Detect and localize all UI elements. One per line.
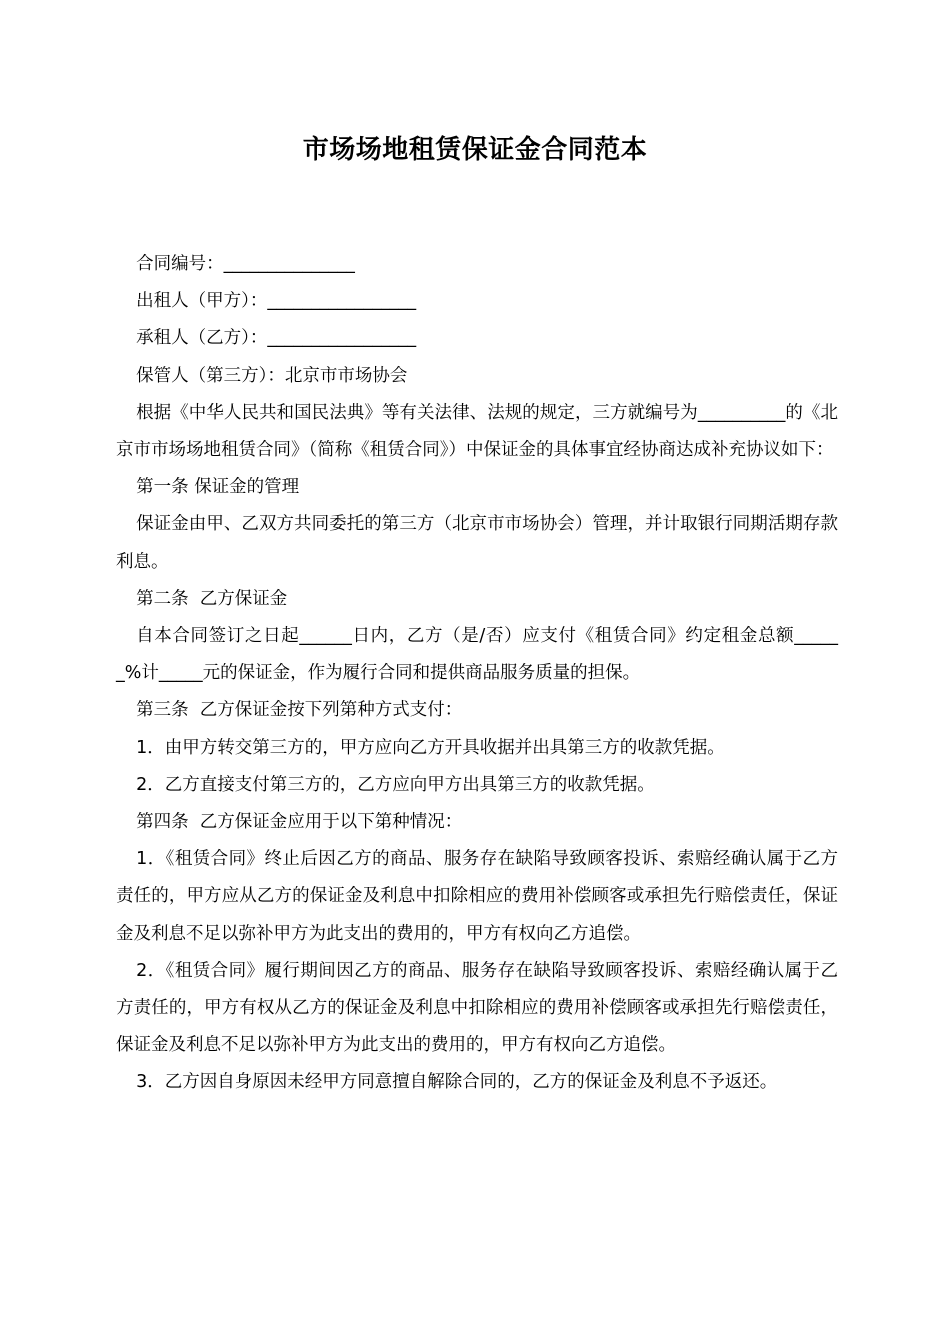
custodian-line: 保管人（第三方）：北京市市场协会 [136,365,408,386]
document-body [116,246,838,1102]
article-3-heading: 第三条 乙方保证金按下列第种方式支付： [136,700,463,721]
article-3-item-2: 2．乙方直接支付第三方的，乙方应向甲方出具第三方的收款凭据。 [136,774,655,795]
lessor-line: 出租人（甲方）：_________________ [136,291,417,312]
article-4-item-2: 2．《租赁合同》履行期间因乙方的商品、服务存在缺陷导致顾客投诉、索赔经确认属于乙方责任的，甲方有权从乙方的保证金及利息中扣除相应的费用补偿顾客或承担先行赔偿责任，保证金及利息不足以弥补甲方为此支出的费用的，甲方有权向乙方追偿。 [116,960,838,1056]
article-3-item-1: 1．由甲方转交第三方的，甲方应向乙方开具收据并出具第三方的收款凭据。 [136,737,725,758]
article-4-item-3: 3．乙方因自身原因未经甲方同意擅自解除合同的，乙方的保证金及利息不予返还。 [136,1072,778,1093]
document-title: 市场场地租赁保证金合同范本 [302,135,648,165]
article-1-body: 保证金由甲、乙双方共同委托的第三方（北京市市场协会）管理，并计取银行同期活期存款利息。 [116,514,838,572]
article-4-heading: 第四条 乙方保证金应用于以下第种情况： [136,812,463,833]
article-2-body: 自本合同签订之日起______日内，乙方（是/否）应支付《租赁合同》约定租金总额______%计_____元的保证金，作为履行合同和提供商品服务质量的担保。 [116,626,838,684]
article-4-item-1: 1．《租赁合同》终止后因乙方的商品、服务存在缺陷导致顾客投诉、索赔经确认属于乙方责任的，甲方应从乙方的保证金及利息中扣除相应的费用补偿顾客或承担先行赔偿责任，保证金及利息不足以弥补甲方为此支出的费用的，甲方有权向乙方追偿。 [116,849,838,944]
contract-number-line: 合同编号：_______________ [136,254,355,274]
preamble-paragraph: 根据《中华人民共和国民法典》等有关法律、法规的规定，三方就编号为__________的《北京市市场场地租赁合同》（简称《租赁合同》）中保证金的具体事宜经协商达成补充协议如下： [116,402,838,461]
article-2-heading: 第二条 乙方保证金 [136,588,288,609]
article-1-heading: 第一条 保证金的管理 [136,477,300,498]
lessee-line: 承租人（乙方）：_________________ [136,328,417,349]
